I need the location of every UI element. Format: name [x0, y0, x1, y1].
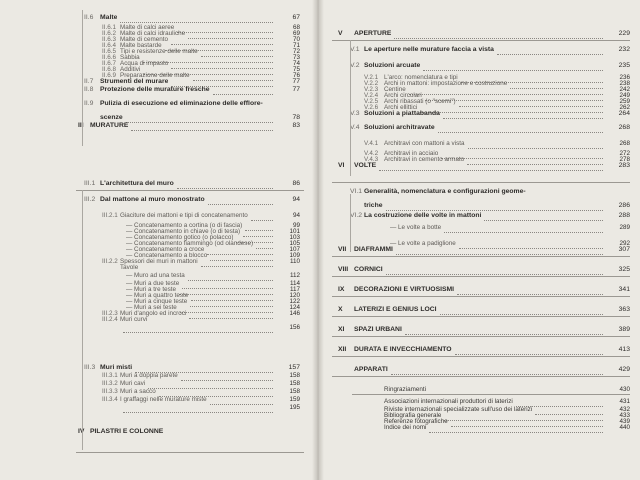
toc-entry-title: Riviste internazionali specializzate sull'uso dei laterizi — [384, 406, 533, 413]
toc-entry-title: Soluzioni a piattabanda — [364, 110, 440, 117]
leader-dots — [394, 30, 603, 39]
leader-dots — [131, 122, 273, 131]
chapter-rule — [76, 190, 304, 191]
toc-entry-number: VI — [338, 162, 345, 169]
toc-entry-page: 429 — [618, 366, 630, 373]
toc-entry-title: — Concatenamento a cortina (o di fascia) — [126, 222, 243, 229]
toc-entry-number: III — [78, 122, 84, 129]
toc-entry-page: 268 — [618, 124, 630, 131]
toc-entry-number: III.3.3 — [102, 388, 118, 395]
toc-entry-number: II.6.4 — [102, 42, 117, 49]
toc-entry-page: 232 — [618, 46, 630, 53]
chapter-rule — [332, 316, 630, 317]
toc-entry-number: II.6.6 — [102, 54, 117, 61]
toc-entry-title: — Concatenamento fiammingo (od olandese) — [126, 240, 254, 247]
leader-dots — [213, 86, 273, 95]
toc-entry-number: III.3.4 — [102, 396, 118, 403]
leader-dots — [208, 196, 273, 205]
toc-entry-page: 286 — [618, 202, 630, 209]
toc-entry-page: 117 — [289, 286, 300, 293]
toc-entry-number: V.4 — [350, 124, 360, 131]
toc-entry-number: VIII — [338, 266, 349, 273]
chapter-rule — [332, 40, 630, 41]
toc-entry-title: LATERIZI E GENIUS LOCI — [354, 306, 437, 313]
toc-entry-number: III.3.1 — [102, 372, 118, 379]
left-page — [0, 0, 312, 480]
toc-entry-title: APPARATI — [354, 366, 388, 373]
toc-entry-number: V.2.5 — [364, 98, 379, 105]
toc-entry-number: V.3 — [350, 110, 360, 117]
leader-dots — [386, 202, 603, 211]
toc-entry-title: Archi in mattoni: impostazione e costruzione — [384, 80, 508, 87]
toc-entry-title: Tipi e resistenze delle malte — [120, 48, 198, 55]
toc-entry-page: 68 — [292, 24, 300, 31]
toc-entry-page: 157 — [288, 364, 300, 371]
leader-dots — [386, 266, 603, 275]
chapter-rule — [332, 336, 630, 337]
toc-entry-title: Malte di cemento — [120, 36, 168, 43]
leader-dots — [457, 286, 603, 295]
chapter-rule — [332, 276, 630, 277]
leader-dots — [396, 246, 603, 255]
toc-entry-title: Ringraziamenti — [384, 386, 426, 393]
toc-entry-number: III.2.3 — [102, 310, 118, 317]
toc-entry-number: V.4.3 — [364, 156, 379, 163]
toc-entry-title: Malte bastarde — [120, 42, 162, 49]
toc-entry-number: II.6.3 — [102, 36, 117, 43]
toc-entry-title: Muri curvi — [120, 316, 148, 323]
toc-entry-page: 124 — [289, 304, 300, 311]
toc-entry-page: 105 — [289, 240, 300, 247]
toc-entry-title: Muri misti — [100, 364, 133, 371]
toc-entry-title: Referenze fotografiche — [384, 418, 448, 425]
leader-dots — [455, 346, 603, 355]
toc-entry-title: — Muri a sei teste — [126, 304, 177, 311]
toc-entry-title: DURATA E INVECCHIAMENTO — [354, 346, 452, 353]
chapter-rule — [332, 356, 630, 357]
toc-entry-page: 431 — [619, 398, 630, 405]
toc-entry-number: V.2.3 — [364, 86, 379, 93]
toc-entry-number: VII — [338, 246, 347, 253]
toc-entry-title: Architravi con mattoni a vista — [384, 140, 465, 147]
toc-entry-title: Preparazione delle malte — [120, 72, 190, 79]
toc-entry-page: 363 — [618, 306, 630, 313]
toc-entry-title: Architravi in cemento armato — [384, 156, 465, 163]
toc-entry-page: 283 — [618, 162, 630, 169]
toc-entry-number: III.2 — [84, 196, 96, 203]
toc-entry-title: Dal mattone al muro monostrato — [100, 196, 205, 203]
toc-entry-number: IV — [78, 428, 85, 435]
leader-dots — [429, 424, 603, 433]
toc-entry-title: Malte di calci idrauliche — [120, 30, 186, 37]
toc-entry-title: DIAFRAMMI — [354, 246, 393, 253]
leader-dots — [120, 14, 273, 23]
toc-entry-page: 249 — [619, 92, 630, 99]
toc-entry-number: V — [338, 30, 343, 37]
toc-entry-title: Protezione delle murature fresche — [100, 86, 210, 93]
toc-entry-page: 72 — [292, 48, 300, 55]
toc-entry-page: 114 — [289, 280, 300, 287]
toc-entry-page: 439 — [619, 418, 630, 425]
toc-entry-page: 156 — [289, 324, 300, 331]
toc-entry-title: Bibliografia generale — [384, 412, 442, 419]
toc-entry-page: 389 — [618, 326, 630, 333]
toc-entry-page: 413 — [618, 346, 630, 353]
toc-entry-page: 77 — [292, 78, 300, 85]
toc-entry-title: Archi circolari — [384, 92, 422, 99]
toc-entry-number: III.2.2 — [102, 258, 118, 265]
toc-entry-page: 101 — [289, 228, 300, 235]
toc-entry-number: V.2 — [350, 62, 360, 69]
toc-entry-number: II.6 — [84, 14, 94, 21]
margin-rule — [82, 190, 83, 450]
toc-entry-page: 159 — [289, 396, 300, 403]
leader-dots — [123, 324, 273, 333]
toc-entry-number: II.8 — [84, 86, 94, 93]
toc-entry-title: APERTURE — [354, 30, 392, 37]
margin-rule — [350, 40, 351, 176]
toc-entry-number: II.6.5 — [102, 48, 117, 55]
toc-entry-number: V.4.1 — [364, 140, 379, 147]
toc-entry-title: PILASTRI E COLONNE — [90, 428, 164, 435]
toc-entry-title: Strumenti del murare — [100, 78, 169, 85]
toc-entry-title: Le aperture nelle murature faccia a vista — [364, 46, 494, 53]
leader-dots — [423, 62, 603, 71]
toc-entry-title: — Concatenamento gotico (o polacco) — [126, 234, 234, 241]
toc-entry-number: II.9 — [84, 100, 94, 107]
toc-entry-title: Muri cavi — [120, 380, 146, 387]
toc-entry-number: III.2.4 — [102, 316, 118, 323]
leader-dots — [468, 140, 603, 149]
toc-entry-page: 158 — [289, 380, 300, 387]
book-gutter — [312, 0, 324, 480]
toc-entry-title: Muri a doppia parete — [120, 372, 178, 379]
toc-entry-title: — Concatenamento a blocco — [126, 252, 208, 259]
toc-entry-page: 67 — [292, 14, 300, 21]
toc-entry-page: 432 — [619, 406, 630, 413]
leader-dots — [497, 46, 603, 55]
toc-entry-page: 86 — [292, 180, 300, 187]
toc-entry-title: Additivi — [120, 66, 141, 73]
toc-entry-title: Sabbia — [120, 54, 140, 61]
leader-dots — [440, 306, 603, 315]
toc-entry-page: 242 — [619, 86, 630, 93]
toc-entry-page: 77 — [292, 86, 300, 93]
toc-entry-number: V.1 — [350, 46, 360, 53]
toc-entry-title: Pulizia di esecuzione ed eliminazione delle efflore- — [100, 100, 263, 107]
toc-entry-page: 272 — [619, 150, 630, 157]
toc-entry-title: La costruzione delle volte in mattoni — [364, 212, 482, 219]
toc-entry-title: Associazioni internazionali produttori di laterizi — [384, 398, 513, 405]
toc-entry-page: 238 — [619, 80, 630, 87]
toc-entry-page: 440 — [619, 424, 630, 431]
toc-entry-page: 278 — [619, 156, 630, 163]
toc-entry-title: — Muri a quattro teste — [126, 292, 189, 299]
toc-entry-title: Generalità, nomenclatura e configurazioni geome- — [364, 188, 526, 195]
toc-entry-page: 292 — [619, 240, 630, 247]
toc-entry-page: 109 — [289, 252, 300, 259]
toc-entry-page: 122 — [289, 298, 300, 305]
toc-entry-number: III.3.2 — [102, 380, 118, 387]
toc-entry-page: 112 — [289, 272, 300, 279]
leader-dots — [444, 224, 603, 233]
toc-entry-number: XI — [338, 326, 345, 333]
toc-entry-title: — Concatenamento a croce — [126, 246, 205, 253]
toc-entry-number: VI.2 — [350, 212, 363, 219]
toc-entry-page: 325 — [618, 266, 630, 273]
toc-entry-page: 341 — [618, 286, 630, 293]
toc-entry-number: X — [338, 306, 343, 313]
toc-entry-title: — Muri a due teste — [126, 280, 180, 287]
toc-entry-page: 262 — [619, 104, 630, 111]
toc-entry-page: 146 — [289, 310, 300, 317]
toc-entry-page: 259 — [619, 98, 630, 105]
toc-entry-page: 110 — [289, 258, 300, 265]
leader-dots — [379, 162, 603, 171]
chapter-rule — [332, 182, 630, 183]
toc-entry-title: scenze — [100, 114, 123, 121]
leader-dots — [123, 404, 273, 413]
toc-entry-page: 73 — [292, 54, 300, 61]
margin-rule — [82, 10, 83, 146]
toc-entry-number: XII — [338, 346, 347, 353]
toc-entry-title: L'architettura del muro — [100, 180, 174, 187]
toc-entry-number: III.2.1 — [102, 212, 118, 219]
leader-dots — [391, 366, 603, 375]
toc-entry-page: 235 — [618, 62, 630, 69]
toc-entry-title: Giaciture dei mattoni e tipi di concatenamento — [120, 212, 248, 219]
toc-entry-title: — Muri a tre teste — [126, 286, 177, 293]
toc-entry-title: — Le volte a padiglione — [390, 240, 456, 247]
toc-entry-page: 78 — [292, 114, 300, 121]
toc-entry-title: — Muri a cinque teste — [126, 298, 188, 305]
toc-entry-title: — Concatenamento in chiave (o di testa) — [126, 228, 241, 235]
toc-entry-title: L'arco: nomenclatura e tipi — [384, 74, 458, 81]
toc-entry-title: Spessori dei muri in mattoni — [120, 258, 198, 265]
toc-entry-title: Archi ellittici — [384, 104, 418, 111]
toc-entry-number: II.6.8 — [102, 66, 117, 73]
chapter-rule — [76, 452, 304, 453]
leader-dots — [443, 110, 603, 119]
toc-entry-title: Centine — [384, 86, 406, 93]
chapter-rule — [352, 394, 630, 395]
toc-entry-title: Tavole — [120, 264, 139, 271]
toc-entry-page: 94 — [292, 196, 300, 203]
toc-entry-page: 74 — [292, 60, 300, 67]
toc-entry-title: Indice dei nomi — [384, 424, 427, 431]
toc-entry-page: 236 — [619, 74, 630, 81]
chapter-rule — [332, 376, 630, 377]
toc-entry-page: 70 — [292, 36, 300, 43]
leader-dots — [201, 258, 273, 267]
toc-entry-page: 71 — [292, 42, 300, 49]
toc-entry-number: III.3 — [84, 364, 96, 371]
toc-entry-number: V.4.2 — [364, 150, 379, 157]
toc-entry-title: VOLTE — [354, 162, 377, 169]
toc-entry-page: 120 — [289, 292, 300, 299]
leader-dots — [189, 310, 273, 319]
toc-entry-number: II.6.9 — [102, 72, 117, 79]
right-page — [324, 0, 640, 480]
toc-entry-number: II.6.1 — [102, 24, 117, 31]
toc-entry-title: I graffaggi nelle murature miste — [120, 396, 207, 403]
toc-entry-title: Archi ribassati (o "scemi") — [384, 98, 456, 105]
toc-entry-title: Acqua di impasto — [120, 60, 169, 67]
toc-entry-page: 75 — [292, 66, 300, 73]
toc-entry-number: II.6.7 — [102, 60, 117, 67]
toc-entry-title: Muri a sacco — [120, 388, 156, 395]
toc-entry-page: 289 — [619, 224, 630, 231]
toc-entry-page: 307 — [618, 246, 630, 253]
leader-dots — [405, 326, 603, 335]
toc-entry-page: 94 — [292, 212, 300, 219]
toc-entry-title: Soluzioni arcuate — [364, 62, 421, 69]
toc-entry-title: Architravi in acciaio — [384, 150, 439, 157]
toc-entry-page: 158 — [289, 388, 300, 395]
toc-entry-number: VI.1 — [350, 188, 363, 195]
toc-entry-number: V.2.2 — [364, 80, 379, 87]
toc-entry-title: Muri d'angolo ed incroci — [120, 310, 187, 317]
toc-entry-number: IX — [338, 286, 345, 293]
toc-entry-page: 195 — [289, 404, 300, 411]
toc-entry-page: 433 — [619, 412, 630, 419]
toc-entry-title: triche — [364, 202, 383, 209]
toc-entry-page: 229 — [618, 30, 630, 37]
chapter-rule — [332, 296, 630, 297]
toc-entry-number: V.2.4 — [364, 92, 379, 99]
toc-entry-title: Malte di calci aeree — [120, 24, 175, 31]
leader-dots — [177, 180, 273, 189]
toc-entry-page: 430 — [619, 386, 630, 393]
toc-entry-title: Malte — [100, 14, 118, 21]
toc-entry-title: MURATURE — [90, 122, 129, 129]
leader-dots — [438, 124, 603, 133]
toc-entry-page: 103 — [289, 234, 300, 241]
toc-entry-title: — Muro ad una testa — [126, 272, 185, 279]
toc-entry-page: 107 — [289, 246, 300, 253]
toc-entry-number: II.6.2 — [102, 30, 117, 37]
toc-entry-number: V.2.1 — [364, 74, 379, 81]
toc-entry-title: Soluzioni architravate — [364, 124, 435, 131]
chapter-rule — [332, 256, 630, 257]
leader-dots — [251, 212, 273, 221]
margin-rule — [350, 194, 351, 252]
toc-entry-page: 264 — [618, 110, 630, 117]
toc-entry-page: 268 — [619, 140, 630, 147]
toc-entry-page: 158 — [289, 372, 300, 379]
toc-entry-page: 99 — [292, 222, 300, 229]
toc-entry-page: 76 — [292, 72, 300, 79]
toc-entry-title: — Le volte a botte — [390, 224, 442, 231]
toc-entry-number: II.7 — [84, 78, 94, 85]
toc-entry-number: III.1 — [84, 180, 96, 187]
toc-entry-title: SPAZI URBANI — [354, 326, 402, 333]
toc-entry-page: 83 — [292, 122, 300, 129]
toc-entry-title: CORNICI — [354, 266, 383, 273]
toc-entry-page: 288 — [618, 212, 630, 219]
toc-entry-title: DECORAZIONI E VIRTUOSISMI — [354, 286, 455, 293]
leader-dots — [484, 212, 603, 221]
toc-entry-number: V.2.6 — [364, 104, 379, 111]
toc-entry-page: 69 — [292, 30, 300, 37]
